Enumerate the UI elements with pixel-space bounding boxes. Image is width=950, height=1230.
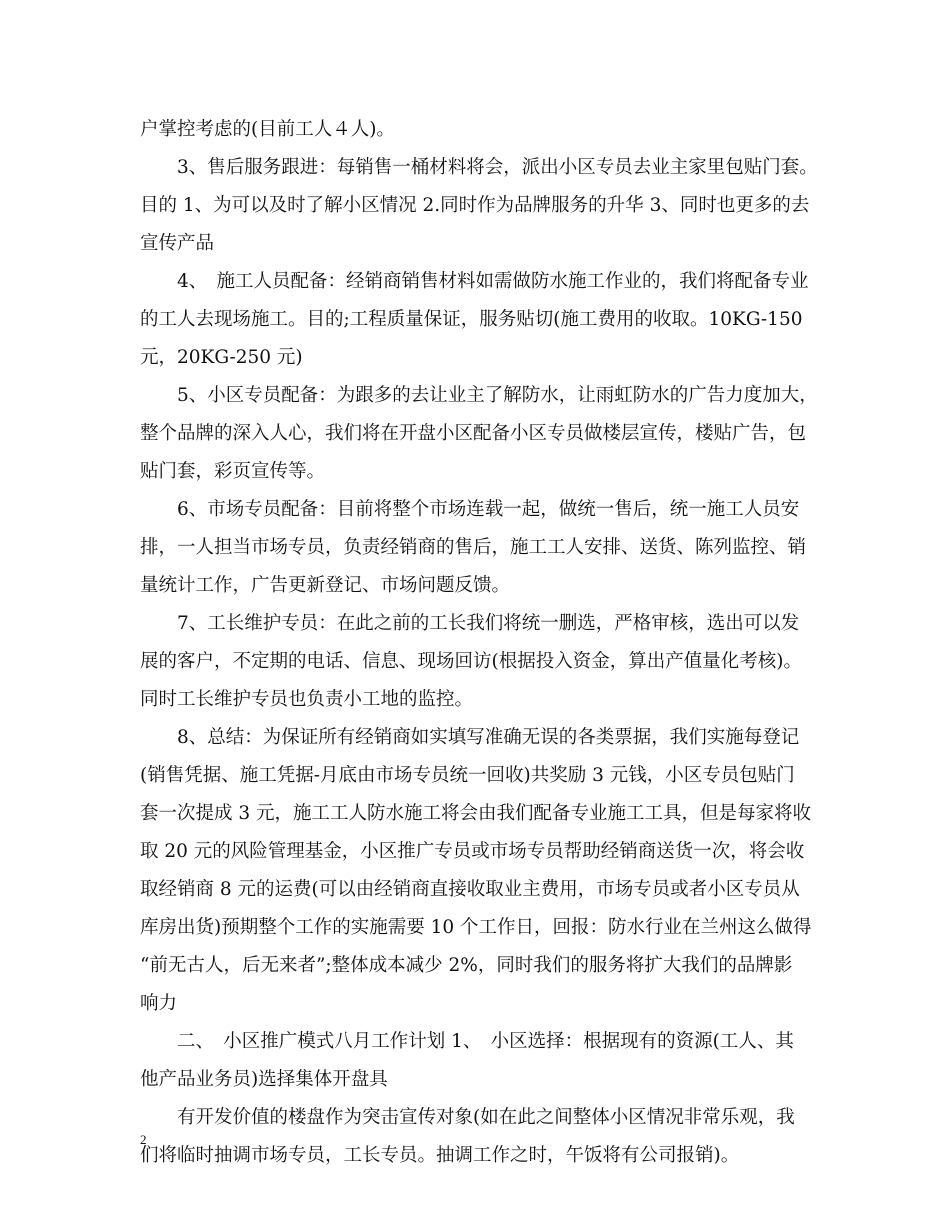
- text-line-1: 户掌控考虑的(目前工人４人)。: [140, 119, 395, 140]
- text-line-17: 8、总结：为保证所有经销商如实填写准确无误的各类票据，我们实施每登记: [177, 727, 800, 748]
- text-line-10: 贴门套，彩页宣传等。: [140, 461, 326, 482]
- text-line-28: 们将临时抽调市场专员，工长专员。抽调工作之时，午饭将有公司报销)。: [140, 1145, 740, 1166]
- text-line-18: (销售凭据、施工凭据-月底由市场专员统一回收)共奖励 3 元钱，小区专员包贴门: [140, 765, 795, 786]
- text-line-2: 3、售后服务跟进：每销售一桶材料将会，派出小区专员去业主家里包贴门套。: [177, 157, 818, 178]
- text-line-21: 取经销商 8 元的运费(可以由经销商直接收取业主费用，市场专员或者小区专员从: [140, 879, 800, 900]
- text-line-7: 元，20KG-250 元): [140, 347, 303, 368]
- text-line-14: 7、工长维护专员：在此之前的工长我们将统一删选，严格审核，选出可以发: [177, 613, 800, 634]
- text-line-26: 他产品业务员)选择集体开盘具: [140, 1069, 388, 1090]
- text-line-25: 二、 小区推广模式八月工作计划 1、 小区选择：根据现有的资源(工人、其: [177, 1031, 794, 1052]
- text-line-23: “前无古人，后无来者”;整体成本减少 2%，同时我们的服务将扩大我们的品牌影: [140, 955, 793, 976]
- text-line-24: 响力: [140, 993, 178, 1014]
- text-line-11: 6、市场专员配备：目前将整个市场连载一起，做统一售后，统一施工人员安: [177, 499, 800, 520]
- text-line-22: 库房出货)预期整个工作的实施需要 10 个工作日，回报：防水行业在兰州这么做得: [140, 917, 812, 938]
- text-line-6: 的工人去现场施工。目的;工程质量保证，服务贴切(施工费用的收取。10KG-150: [140, 309, 803, 330]
- text-line-4: 宣传产品: [140, 233, 215, 254]
- text-line-27: 有开发价值的楼盘作为突击宣传对象(如在此之间整体小区情况非常乐观，我: [177, 1107, 795, 1128]
- text-line-3: 目的 1、为可以及时了解小区情况 2.同时作为品牌服务的升华 3、同时也更多的去: [140, 195, 810, 216]
- text-line-5: 4、 施工人员配备：经销商销售材料如需做防水施工作业的，我们将配备专业: [177, 271, 809, 292]
- text-line-15: 展的客户，不定期的电话、信息、现场回访(根据投入资金，算出产值量化考核)。: [140, 651, 802, 672]
- text-line-12: 排，一人担当市场专员，负责经销商的售后，施工工人安排、送货、陈列监控、销: [140, 537, 807, 558]
- text-line-20: 取 20 元的风险管理基金，小区推广专员或市场专员帮助经销商送货一次，将会收: [140, 841, 805, 862]
- text-line-19: 套一次提成 3 元，施工工人防水施工将会由我们配备专业施工工具，但是每家将收: [140, 803, 812, 824]
- text-line-9: 整个品牌的深入人心，我们将在开盘小区配备小区专员做楼层宣传，楼贴广告，包: [140, 423, 807, 444]
- text-line-16: 同时工长维护专员也负责小工地的监控。: [140, 689, 474, 710]
- document-body: [140, 111, 830, 1175]
- text-line-8: 5、小区专员配备：为跟多的去让业主了解防水，让雨虹防水的广告力度加大，: [177, 385, 818, 406]
- page-number: 2: [140, 1132, 147, 1147]
- text-line-13: 量统计工作，广告更新登记、市场问题反馈。: [140, 575, 511, 596]
